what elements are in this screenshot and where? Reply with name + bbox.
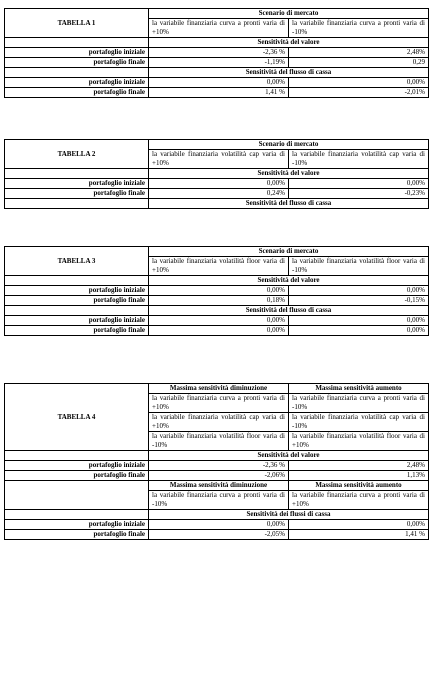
- scenario-header: Scenario di mercato: [149, 140, 429, 150]
- table-4: [4, 383, 429, 540]
- value-a: 0,00%: [149, 520, 289, 530]
- value-b: 1,13%: [289, 471, 429, 481]
- blank-cell: [5, 306, 149, 316]
- table-row: [5, 179, 429, 189]
- row-label: portafoglio finale: [5, 471, 149, 481]
- table-row: [5, 58, 429, 68]
- value-b: 0,00%: [289, 520, 429, 530]
- value-a: 0,00%: [149, 78, 289, 88]
- table-1: [4, 8, 429, 98]
- row-label: portafoglio finale: [5, 88, 149, 98]
- section-value-header: Sensitività del valore: [149, 169, 429, 179]
- table-row: [5, 78, 429, 88]
- value-a: 1,41 %: [149, 88, 289, 98]
- row-label: portafoglio iniziale: [5, 78, 149, 88]
- value-b: 0,29: [289, 58, 429, 68]
- value-a: 0,00%: [149, 286, 289, 296]
- value-a: -2,36 %: [149, 48, 289, 58]
- value-b: 0,00%: [289, 179, 429, 189]
- max-decrease-header-2: Massima sensitività diminuzione: [149, 481, 289, 491]
- row-label: portafoglio iniziale: [5, 48, 149, 58]
- value-b: 0,00%: [289, 286, 429, 296]
- condition-b: la variabile finanziaria volatilità floor varia di +10%: [289, 432, 429, 451]
- table-row: [5, 48, 429, 58]
- row-label: portafoglio finale: [5, 58, 149, 68]
- value-a: 0,18%: [149, 296, 289, 306]
- table-row: [5, 296, 429, 306]
- scenario-col-a: la variabile finanziaria volatilità floor varia di +10%: [149, 257, 289, 276]
- row-label: portafoglio finale: [5, 189, 149, 199]
- table-row: [5, 520, 429, 530]
- value-a: 0,00%: [149, 326, 289, 336]
- value-a: 0,00%: [149, 179, 289, 189]
- table-row: [5, 471, 429, 481]
- scenario-col-a: la variabile finanziaria volatilità cap varia di +10%: [149, 150, 289, 169]
- condition-a: la variabile finanziaria volatilità cap varia di +10%: [149, 413, 289, 432]
- value-b: 0,00%: [289, 326, 429, 336]
- blank-cell: [5, 68, 149, 78]
- blank-cell: [5, 169, 149, 179]
- value-b: 0,00%: [289, 316, 429, 326]
- section-cash-header: Sensitività del flusso di cassa: [149, 306, 429, 316]
- scenario-col-b: la variabile finanziaria volatilità cap varia di -10%: [289, 150, 429, 169]
- value-a: -2,05%: [149, 530, 289, 540]
- table-row: [5, 530, 429, 540]
- condition-b: la variabile finanziaria volatilità cap varia di -10%: [289, 413, 429, 432]
- row-label: portafoglio iniziale: [5, 179, 149, 189]
- row-label: portafoglio iniziale: [5, 286, 149, 296]
- value-b: -2,01%: [289, 88, 429, 98]
- scenario-header: Scenario di mercato: [149, 9, 429, 19]
- row-label: portafoglio iniziale: [5, 461, 149, 471]
- blank-cell: [5, 276, 149, 286]
- value-b: 0,00%: [289, 78, 429, 88]
- section-cash-header: Sensitività del flusso di cassa: [149, 68, 429, 78]
- row-label: portafoglio iniziale: [5, 520, 149, 530]
- row-label: portafoglio iniziale: [5, 316, 149, 326]
- section-cash-header: Sensitività del flusso di cassa: [149, 199, 429, 209]
- condition-a: la variabile finanziaria volatilità floor varia di -10%: [149, 432, 289, 451]
- table-row: [5, 316, 429, 326]
- section-value-header: Sensitività del valore: [149, 276, 429, 286]
- value-a: -1,19%: [149, 58, 289, 68]
- blank-cell: [5, 510, 149, 520]
- value-a: -2,36 %: [149, 461, 289, 471]
- section-value-header: Sensitività del valore: [149, 38, 429, 48]
- table-row: [5, 326, 429, 336]
- max-increase-header: Massima sensitività aumento: [289, 384, 429, 394]
- value-b: 2,48%: [289, 48, 429, 58]
- table-title: TABELLA 4: [5, 384, 149, 451]
- value-b: 2,48%: [289, 461, 429, 471]
- scenario-header: Scenario di mercato: [149, 247, 429, 257]
- value-a: -2,06%: [149, 471, 289, 481]
- value-b: 1,41 %: [289, 530, 429, 540]
- section-cash-header: Sensitività dei flussi di cassa: [149, 510, 429, 520]
- table-row: [5, 286, 429, 296]
- blank-cell: [5, 38, 149, 48]
- table-title: TABELLA 2: [5, 140, 149, 169]
- value-b: -0,15%: [289, 296, 429, 306]
- max-increase-header-2: Massima sensitività aumento: [289, 481, 429, 491]
- scenario-col-a: la variabile finanziaria curva a pronti varia di +10%: [149, 19, 289, 38]
- value-a: 0,00%: [149, 316, 289, 326]
- scenario-col-b: la variabile finanziaria curva a pronti varia di -10%: [289, 19, 429, 38]
- row-label: portafoglio finale: [5, 530, 149, 540]
- condition-b: la variabile finanziaria curva a pronti varia di -10%: [289, 394, 429, 413]
- blank-cell: [5, 451, 149, 461]
- table-3: [4, 246, 429, 336]
- table-title: TABELLA 3: [5, 247, 149, 276]
- table-title: TABELLA 1: [5, 9, 149, 38]
- condition-a-2: la variabile finanziaria curva a pronti varia di -10%: [149, 491, 289, 510]
- table-2: [4, 139, 429, 209]
- section-value-header: Sensitività del valore: [149, 451, 429, 461]
- value-b: -0,23%: [289, 189, 429, 199]
- row-label: portafoglio finale: [5, 296, 149, 306]
- condition-b-2: la variabile finanziaria curva a pronti varia di +10%: [289, 491, 429, 510]
- table-row: [5, 189, 429, 199]
- row-label: portafoglio finale: [5, 326, 149, 336]
- condition-a: la variabile finanziaria curva a pronti varia di +10%: [149, 394, 289, 413]
- scenario-col-b: la variabile finanziaria volatilità floor varia di -10%: [289, 257, 429, 276]
- max-decrease-header: Massima sensitività diminuzione: [149, 384, 289, 394]
- table-row: [5, 461, 429, 471]
- blank-cell: [5, 481, 149, 510]
- value-a: 0,24%: [149, 189, 289, 199]
- table-row: [5, 88, 429, 98]
- blank-cell: [5, 199, 149, 209]
